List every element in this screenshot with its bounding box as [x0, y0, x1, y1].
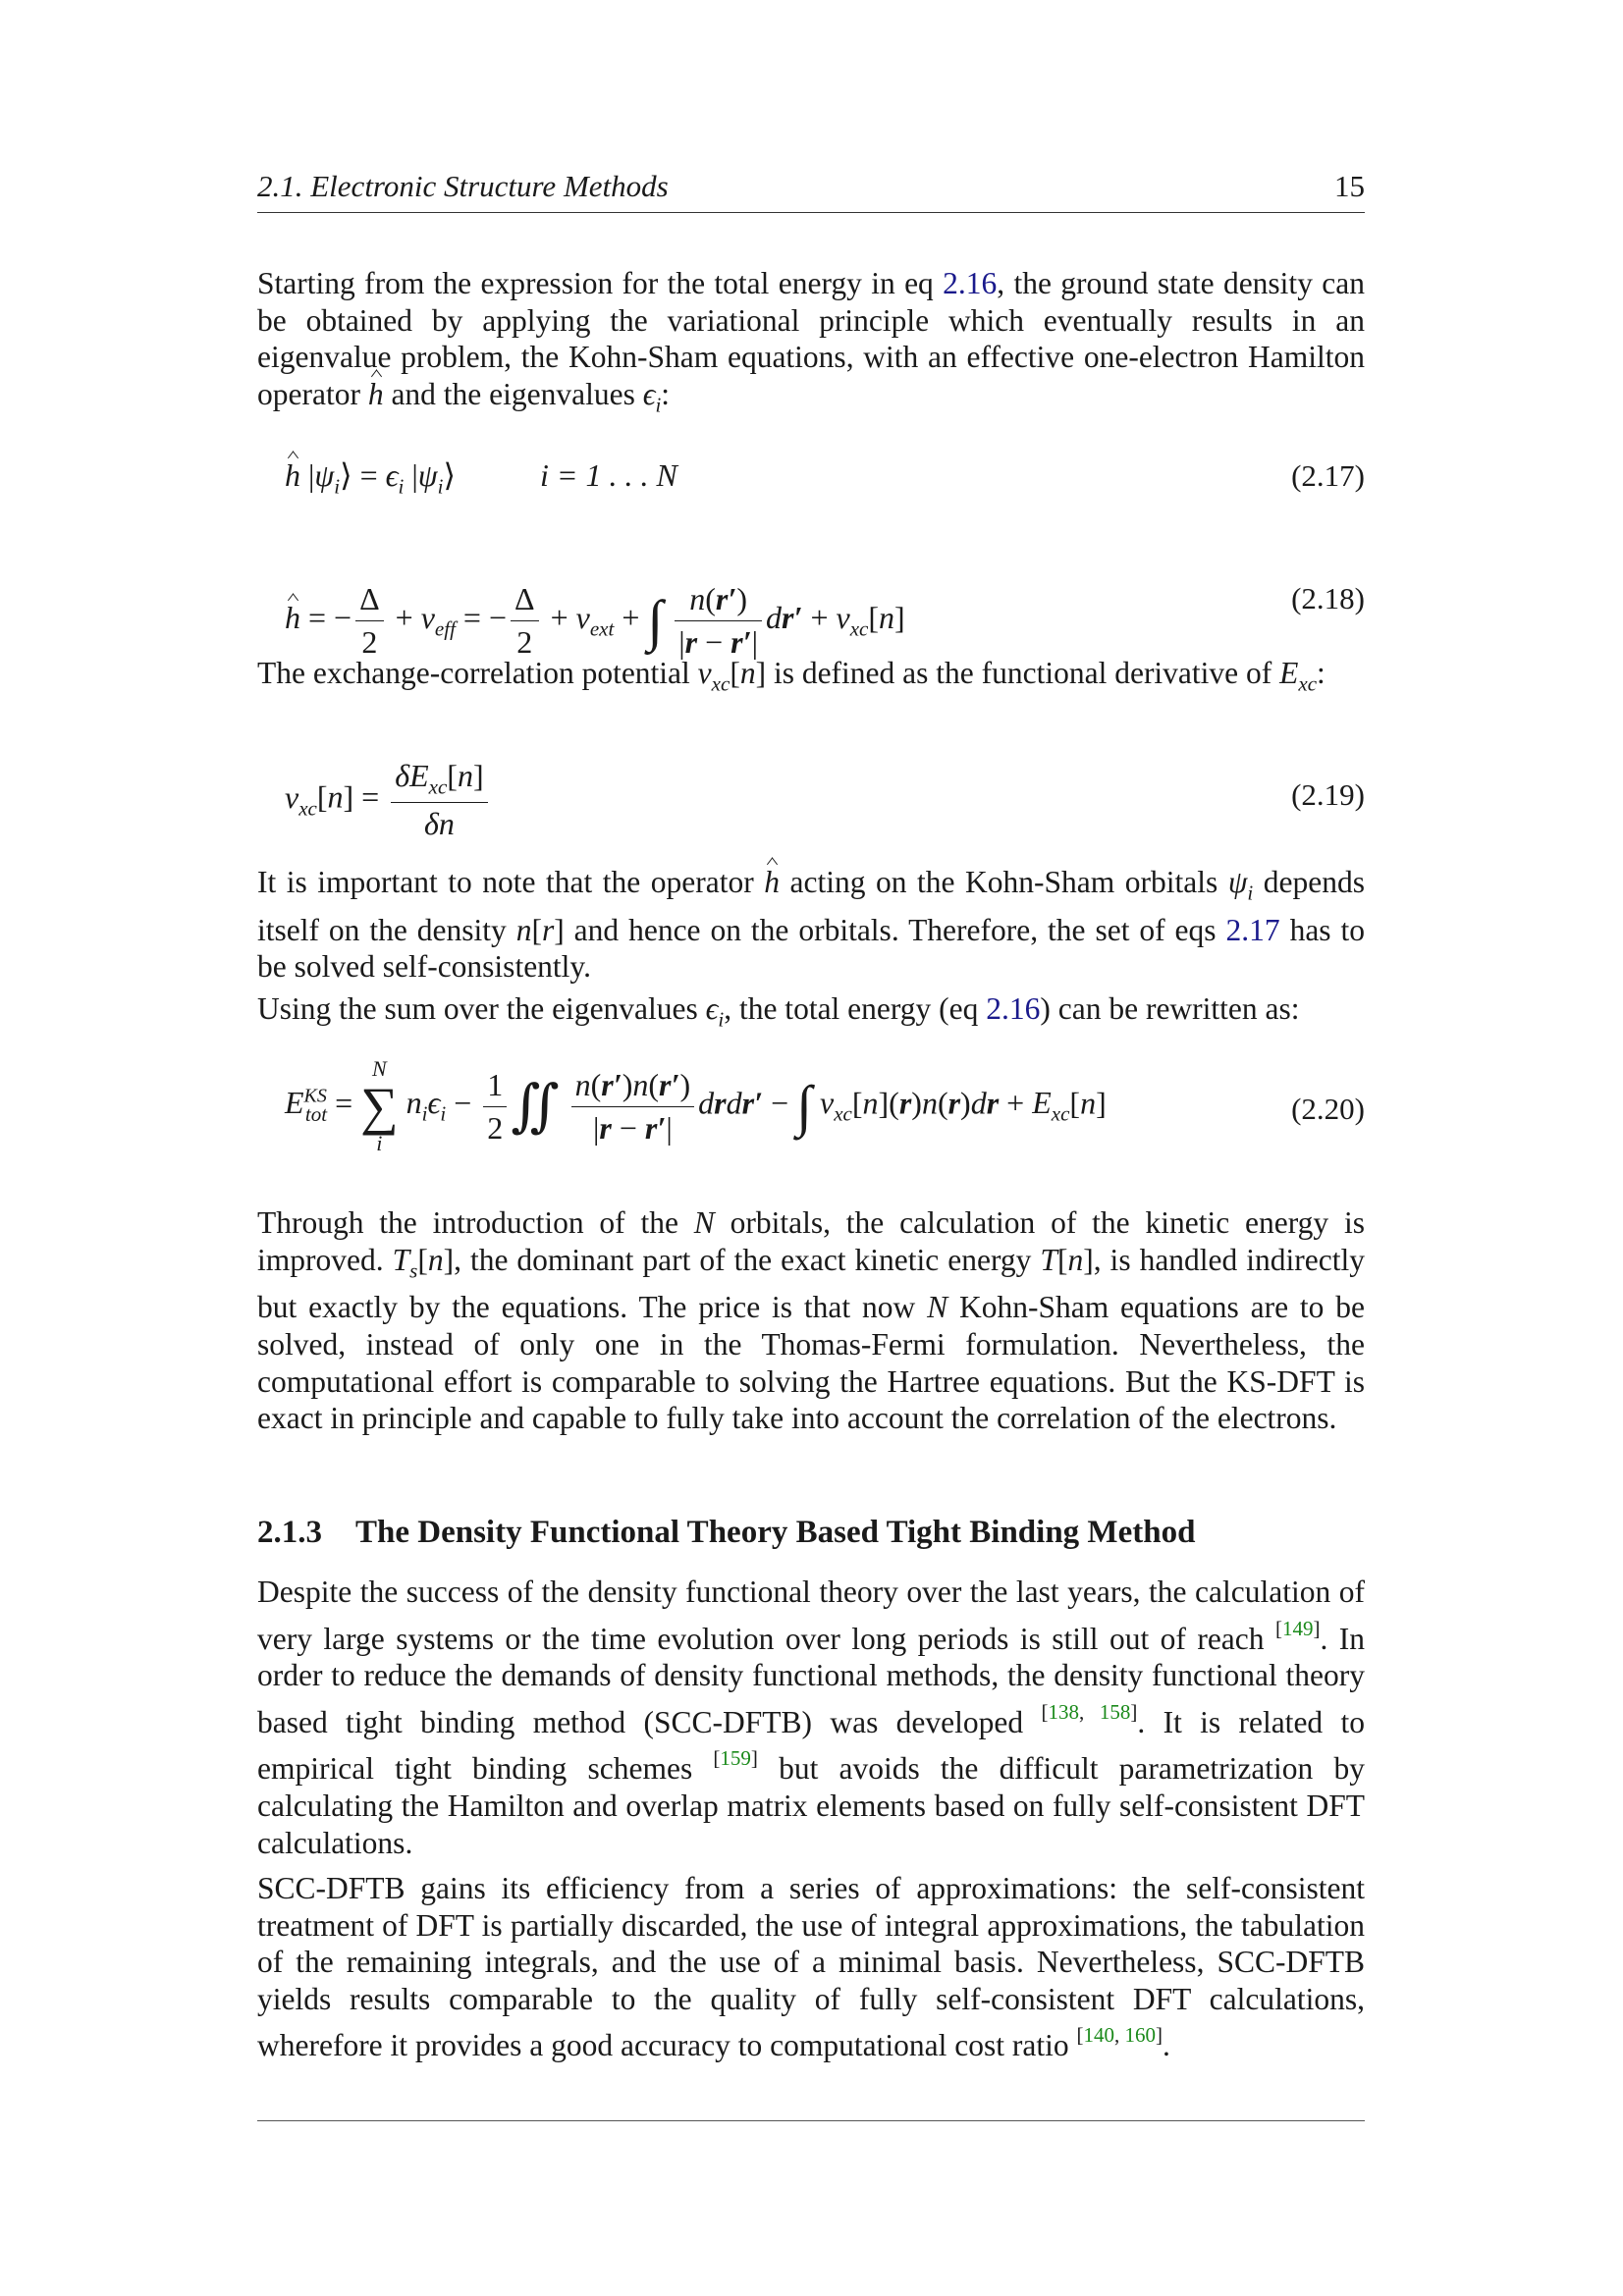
equation-2-20: $E^{KS}_{tot}$ = N ∑ i $n_i\epsilon_i$ − $\frac{1}{2}$ ∬ $\frac{n(r')n(r')}{|r - r'|}$ drdr′ − ∫ $v_{xc}[n](r)n(r)dr + E_{xc}[n]$ (2.20): [285, 1056, 1365, 1155]
para1-text-d: :: [661, 376, 671, 411]
para2-text-a: The exchange-correlation potential: [257, 656, 698, 690]
eq-number-2-20: (2.20): [1291, 1092, 1365, 1126]
header-title: 2.1. Electronic Structure Methods: [257, 169, 669, 203]
citation-159[interactable]: 159: [720, 1746, 751, 1771]
equation-2-18: h = − $\frac{\Delta}{2}$ + $v_{eff}$ = − $\frac{\Delta}{2}$ + $v_{ext}$ + ∫ $\frac{n(r')}{|r - r'|}$ $dr' + v_{xc}[n]$ (2.18): [285, 581, 1365, 660]
para1-text-b: , the ground state density can be obtained by applying the variational principle which eventually results in an eigenvalue problem, the Kohn-Sham equations, with an effective one-electron Hamilton operator: [257, 266, 1365, 411]
eq-number-2-19: (2.19): [1291, 777, 1365, 812]
para3-text-a: It is important to note that the operator: [257, 865, 765, 899]
para2-text-b: is defined as the functional derivative of: [766, 656, 1280, 690]
para4-text-a: Using the sum over the eigenvalues: [257, 991, 706, 1026]
para1-text-a: Starting from the expression for the total energy in eq: [257, 266, 944, 300]
para3-text-c: depends itself on the density: [257, 865, 1365, 947]
paragraph-kohn-sham-intro: Starting from the expression for the total energy in eq 2.16, the ground state density can be obtained by applying the variational principle which eventually results in an eigenvalue problem, the Kohn-Sham equations, with an effective one-electron Hamilton operator h and the eigenvalues $\epsilon_i$:: [257, 266, 1365, 417]
paragraph-dftb-approximations: SCC-DFTB gains its efficiency from a series of approximations: the self-consistent treatment of DFT is partially discarded, the use of integral approximations, the tabulation of the remaining integrals, and the use of a minimal basis. Nevertheless, SCC-DFTB yields results comparable to the quality of fully self-consistent DFT calculations, wherefore it provides a good accuracy to computational cost ratio [140, 160].: [257, 1871, 1365, 2063]
citation-140[interactable]: 140: [1083, 2023, 1114, 2048]
equation-2-19: $v_{xc}[n]$ = $\frac{\delta E_{xc}[n]}{\delta n}$ (2.19): [285, 758, 1365, 842]
para4-text-b: , the total energy (eq: [724, 991, 987, 1026]
para4-text-c: ) can be rewritten as:: [1040, 991, 1300, 1026]
section-title: The Density Functional Theory Based Tight Binding Method: [355, 1515, 1196, 1550]
eq-ref-2-17[interactable]: 2.17: [1225, 912, 1280, 947]
para5-text-e: Kohn-Sham equations are to be solved, instead of only one in the Thomas-Fermi formulation. Nevertheless, the computational effort is comparable to solving the Hartree equations. But the KS-DFT is exact in principle and capable to fully take into account the correlation of the electrons.: [257, 1290, 1365, 1436]
para7-text-b: .: [1162, 2028, 1170, 2063]
paragraph-dftb-intro: Despite the success of the density functional theory over the last years, the calculation of very large systems or the time evolution over long periods is still out of reach [149]. In order to reduce the demands of density functional methods, the density functional theory based tight binding method (SCC-DFTB) was developed [138, 158]. It is related to empirical tight binding schemes [159] but avoids the difficult parametrization by calculating the Hamilton and overlap matrix elements based on fully self-consistent DFT calculations.: [257, 1575, 1365, 1860]
para5-text-d: , is handled indirectly but exactly by the equations. The price is that now: [257, 1242, 1365, 1325]
paragraph-xc-potential: The exchange-correlation potential $v_{xc}[n]$ is defined as the functional derivative of $E_{xc}$:: [257, 656, 1325, 696]
page: [257, 0, 1365, 2296]
para3-text-e: has to be solved self-consistently.: [257, 912, 1365, 985]
citation-158[interactable]: 158: [1099, 1699, 1131, 1724]
para1-text-c: and the eigenvalues: [383, 376, 643, 411]
paragraph-total-energy: Using the sum over the eigenvalues $\epsilon_i$, the total energy (eq 2.16) can be rewritten as:: [257, 991, 1300, 1032]
eq-ref-2-16[interactable]: 2.16: [943, 266, 998, 300]
citation-138[interactable]: 138: [1048, 1699, 1079, 1724]
eq-ref-2-16-b[interactable]: 2.16: [986, 991, 1041, 1026]
citation-149[interactable]: 149: [1281, 1616, 1314, 1640]
running-header: [257, 169, 1365, 213]
para6-text-d: but avoids the difficult parametrization by calculating the Hamilton and overlap matrix elements based on fully self-consistent DFT calculations.: [257, 1751, 1365, 1860]
para5-text-a: Through the introduction of the: [257, 1205, 694, 1240]
paragraph-kinetic-energy: Through the introduction of the N orbitals, the calculation of the kinetic energy is improved. $T_s[n]$, the dominant part of the exact kinetic energy T[n], is handled indirectly but exactly by the equations. The price is that now N Kohn-Sham equations are to be solved, instead of only one in the Thomas-Fermi formulation. Nevertheless, the computational effort is comparable to solving the Hartree equations. But the KS-DFT is exact in principle and capable to fully take into account the correlation of the electrons.: [257, 1205, 1365, 1436]
para3-text-b: acting on the Kohn-Sham orbitals: [780, 865, 1228, 899]
page-number: 15: [1334, 169, 1365, 203]
equation-2-17: h $|\psi_i⟩ = \epsilon_i$ $|\psi_i⟩$ i = 1 . . . N (2.17): [285, 457, 1365, 499]
h-hat-symbol: h: [367, 376, 384, 411]
para6-text-b: . In order to reduce the demands of density functional methods, the density functional theory based tight binding method (SCC-DFTB) was developed: [257, 1621, 1365, 1739]
eq-number-2-18: (2.18): [1291, 581, 1365, 615]
section-heading: [257, 1515, 1195, 1551]
para5-text-b: orbitals, the calculation of the kinetic energy is improved.: [257, 1205, 1365, 1277]
para3-text-d: and hence on the orbitals. Therefore, the set of eqs: [564, 912, 1226, 947]
para7-text-a: SCC-DFTB gains its efficiency from a series of approximations: the self-consistent treatment of DFT is partially discarded, the use of integral approximations, the tabulation of the remaining integrals, and the use of a minimal basis. Nevertheless, SCC-DFTB yields results comparable to the quality of fully self-consistent DFT calculations, wherefore it provides a good accuracy to computational cost ratio: [257, 1871, 1365, 2063]
eq217-range: i = 1 . . . N: [540, 457, 677, 493]
paragraph-self-consistency: It is important to note that the operator h acting on the Kohn-Sham orbitals $\psi_i$ depends itself on the density n[r] and hence on the orbitals. Therefore, the set of eqs 2.17 has to be solved self-consistently.: [257, 865, 1365, 985]
citation-160[interactable]: 160: [1124, 2023, 1156, 2048]
para5-text-c: , the dominant part of the exact kinetic energy: [454, 1242, 1041, 1277]
eq-number-2-17: (2.17): [1291, 458, 1365, 493]
para6-text-c: . It is related to empirical tight binding schemes: [257, 1704, 1365, 1787]
section-number: 2.1.3: [257, 1515, 322, 1550]
footer-rule: [257, 2120, 1365, 2121]
para6-text-a: Despite the success of the density functional theory over the last years, the calculation of very large systems or the time evolution over long periods is still out of reach: [257, 1575, 1365, 1656]
